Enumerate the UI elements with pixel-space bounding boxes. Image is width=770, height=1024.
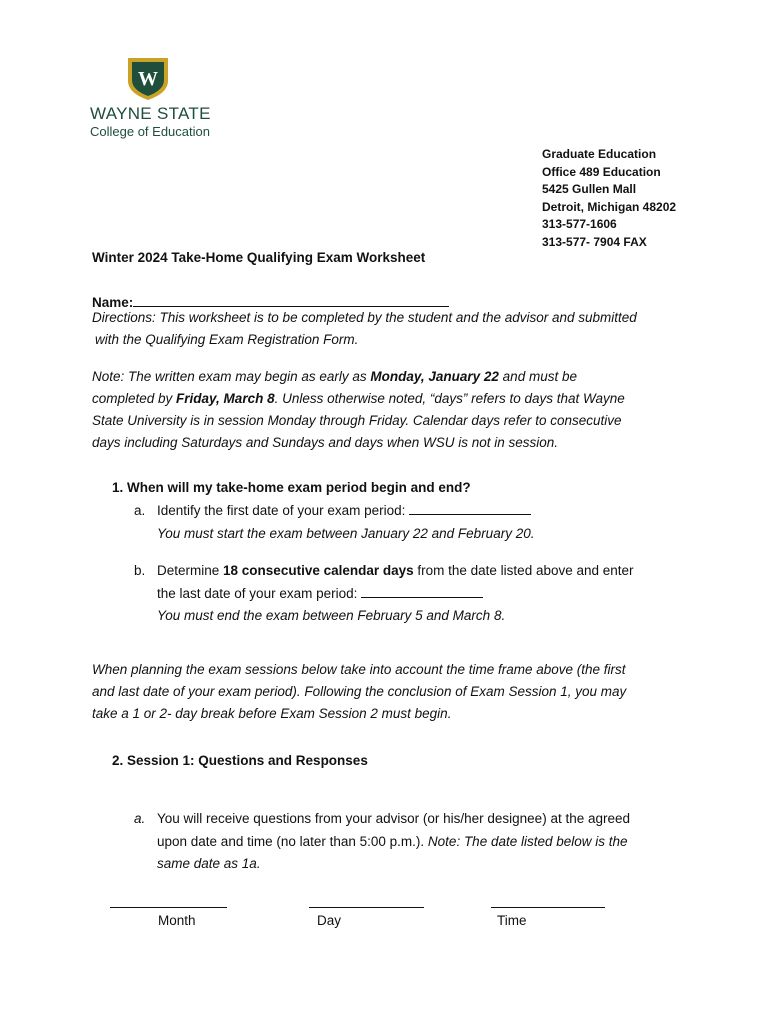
brand-college: College of Education xyxy=(90,124,210,139)
question-2a xyxy=(134,808,630,876)
note-text: . Unless otherwise noted, “days” refers to days that Wayne xyxy=(274,391,625,406)
address-line: Detroit, Michigan 48202 xyxy=(542,199,677,214)
wayne-state-shield-logo xyxy=(126,55,170,101)
name-label: Name: xyxy=(92,295,134,310)
brand-name: WAYNE STATE xyxy=(90,104,211,123)
address-line: 313-577-1606 xyxy=(542,217,617,231)
time-field[interactable] xyxy=(491,907,605,908)
address-line: 313-577- 7904 FAX xyxy=(542,234,647,249)
first-date-field[interactable] xyxy=(409,500,531,515)
name-field[interactable] xyxy=(133,292,449,307)
question-2-heading: 2. Session 1: Questions and Responses xyxy=(112,753,368,768)
note-text: and must be xyxy=(498,369,577,384)
question-1b-bold: 18 consecutive calendar days xyxy=(223,563,414,578)
question-2a-note: same date as 1a. xyxy=(157,856,261,871)
address-block xyxy=(542,146,676,251)
day-field[interactable] xyxy=(309,907,424,908)
note-text: State University is in session Monday through Friday. Calendar days refer to consecutive xyxy=(92,413,622,428)
note-end-date: Friday, March 8 xyxy=(176,391,275,406)
time-label: Time xyxy=(497,913,527,928)
planning-text: When planning the exam sessions below take into account the time frame above (the first xyxy=(92,662,626,677)
directions-line: Directions: This worksheet is to be completed by the student and the advisor and submitted xyxy=(92,310,637,325)
item-label: a. xyxy=(134,503,146,518)
question-1a-hint: You must start the exam between January 22 and February 20. xyxy=(157,525,535,541)
month-label: Month xyxy=(158,913,196,928)
question-1b-text: from the date listed above and enter xyxy=(413,563,634,578)
note-text: Note: The written exam may begin as early as xyxy=(92,369,371,384)
planning-text: and last date of your exam period). Following the conclusion of Exam Session 1, you may xyxy=(92,684,627,699)
question-1b-text: Determine xyxy=(157,563,224,578)
page-title: Winter 2024 Take-Home Qualifying Exam Worksheet xyxy=(92,250,426,265)
note-paragraph xyxy=(92,366,625,454)
note-text: completed by xyxy=(92,391,177,406)
address-line: 5425 Gullen Mall xyxy=(542,182,637,196)
logo-letter: W xyxy=(138,68,158,90)
note-text: days including Saturdays and Sundays and days when WSU is not in session. xyxy=(92,435,559,450)
question-1-heading: 1. When will my take-home exam period begin and end? xyxy=(112,480,471,495)
last-date-field[interactable] xyxy=(361,583,483,598)
address-line: Office 489 Education xyxy=(542,164,661,179)
day-label: Day xyxy=(317,913,342,928)
note-start-date: Monday, January 22 xyxy=(370,369,499,384)
planning-paragraph xyxy=(92,659,626,725)
question-1a xyxy=(134,500,534,545)
directions-line: with the Qualifying Exam Registration Form. xyxy=(95,332,359,347)
address-line: Graduate Education xyxy=(542,147,657,161)
question-1b xyxy=(134,560,634,628)
question-2a-text: You will receive questions from your advisor (or his/her designee) at the agreed xyxy=(157,811,631,826)
month-field[interactable] xyxy=(110,907,227,908)
item-label: a. xyxy=(134,811,146,826)
question-2a-text: upon date and time (no later than 5:00 p.m.). xyxy=(157,833,428,849)
question-1b-text: the last date of your exam period: xyxy=(157,585,362,601)
item-label: b. xyxy=(134,563,146,578)
question-1a-text: Identify the first date of your exam period: xyxy=(157,503,410,518)
planning-text: take a 1 or 2- day break before Exam Session 2 must begin. xyxy=(92,706,452,721)
question-2a-note: Note: The date listed below is the xyxy=(427,833,628,849)
directions xyxy=(92,307,637,351)
question-1b-hint: You must end the exam between February 5 and March 8. xyxy=(157,608,506,623)
